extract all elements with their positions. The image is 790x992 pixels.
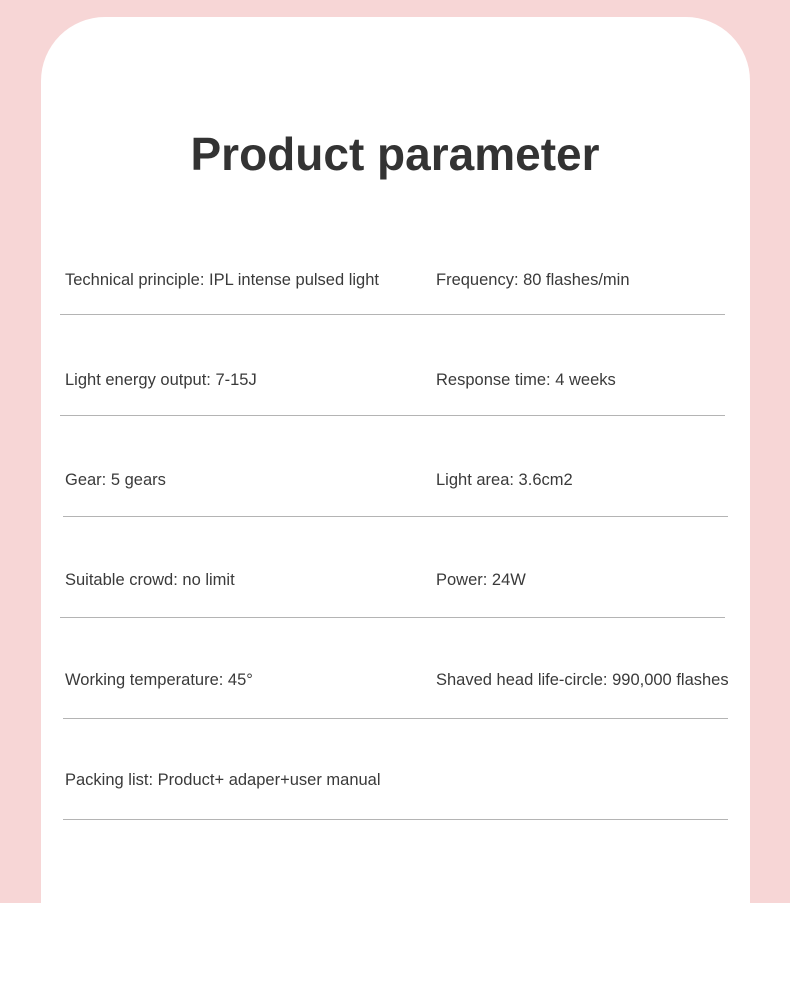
row-divider xyxy=(63,516,728,517)
param-response-time: Response time: 4 weeks xyxy=(436,371,616,389)
row-divider xyxy=(63,819,728,820)
row-divider xyxy=(63,718,728,719)
param-working-temperature: Working temperature: 45° xyxy=(65,671,253,689)
param-suitable-crowd: Suitable crowd: no limit xyxy=(65,571,235,589)
param-shaved-head-life-circle: Shaved head life-circle: 990,000 flashes xyxy=(436,671,729,689)
param-technical-principle: Technical principle: IPL intense pulsed light xyxy=(65,271,379,289)
param-power: Power: 24W xyxy=(436,571,526,589)
param-light-area: Light area: 3.6cm2 xyxy=(436,471,573,489)
row-divider xyxy=(60,617,725,618)
param-light-energy-output: Light energy output: 7-15J xyxy=(65,371,257,389)
row-divider xyxy=(60,415,725,416)
row-divider xyxy=(60,314,725,315)
param-frequency: Frequency: 80 flashes/min xyxy=(436,271,630,289)
page-title: Product parameter xyxy=(190,128,600,180)
param-packing-list: Packing list: Product+ adaper+user manual xyxy=(65,771,381,789)
param-gear: Gear: 5 gears xyxy=(65,471,166,489)
